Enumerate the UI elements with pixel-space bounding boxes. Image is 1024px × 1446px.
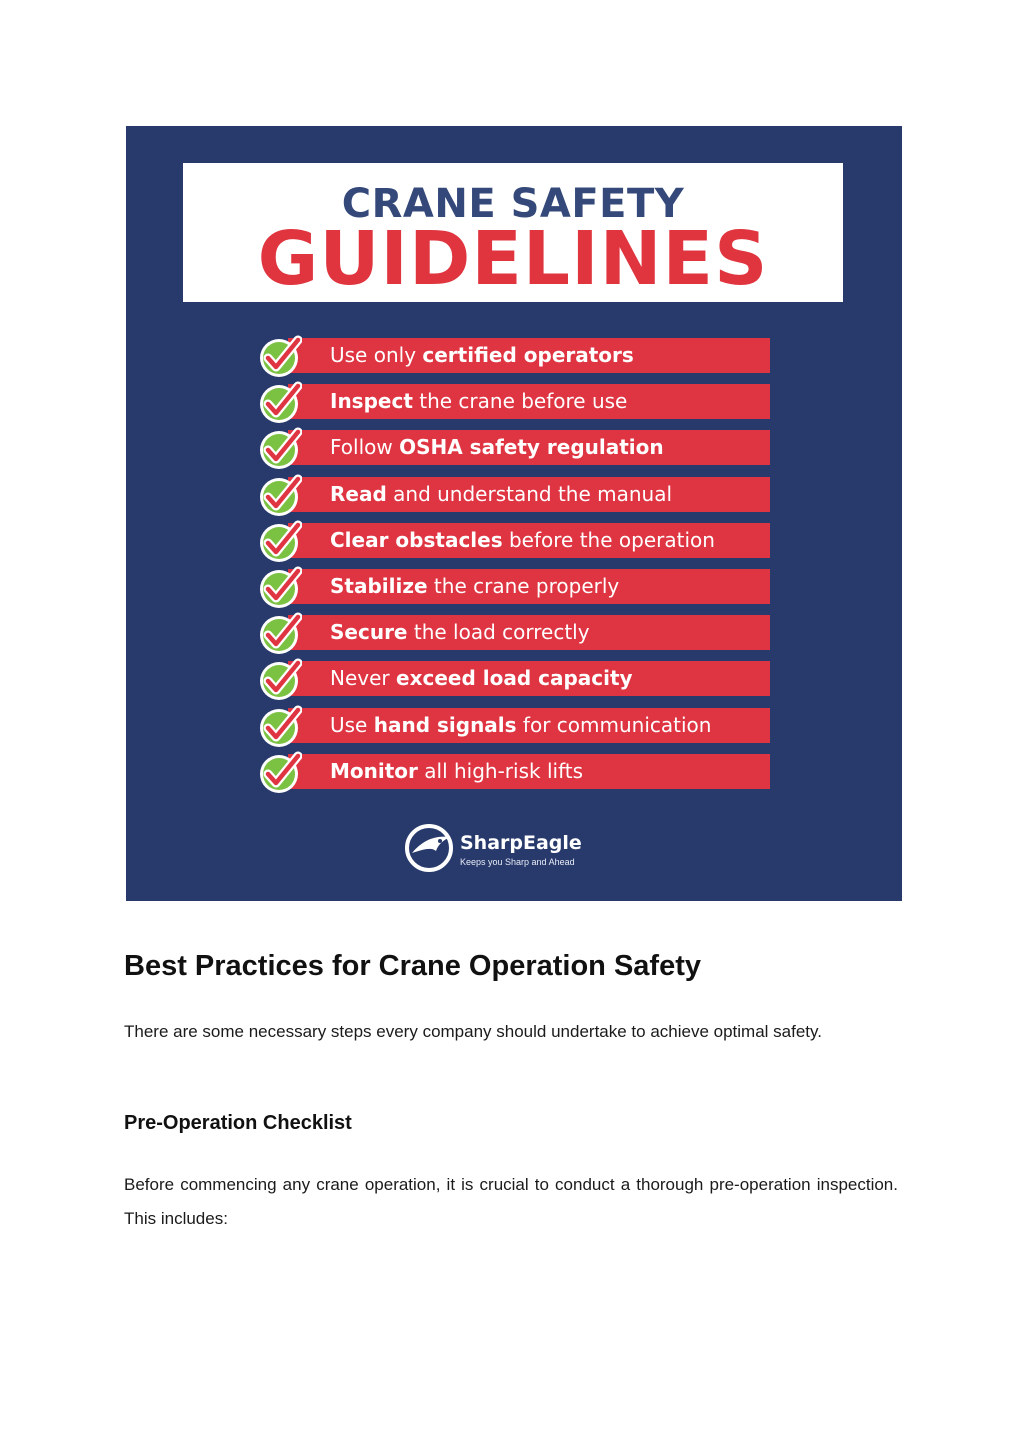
- guideline-text: Stabilize the crane properly: [288, 569, 770, 604]
- guideline-text: Use hand signals for communication: [288, 708, 770, 743]
- guideline-text: Clear obstacles before the operation: [288, 523, 770, 558]
- guideline-item: [258, 426, 778, 472]
- checkmark-icon: [258, 750, 302, 794]
- guideline-text: Never exceed load capacity: [288, 661, 770, 696]
- guideline-item: [258, 519, 778, 565]
- guideline-item: [258, 380, 778, 426]
- guideline-item: [258, 334, 778, 380]
- checkmark-icon: [258, 704, 302, 748]
- sharpeagle-logo: [404, 823, 584, 873]
- checkmark-icon: [258, 426, 302, 470]
- checkmark-icon: [258, 657, 302, 701]
- checklist-subheading: Pre-Operation Checklist: [124, 1112, 352, 1134]
- intro-paragraph: There are some necessary steps every company should undertake to achieve optimal safety.: [124, 1022, 822, 1041]
- checklist-paragraph: Before commencing any crane operation, it is crucial to conduct a thorough pre-operation inspection. This includes:: [124, 1175, 898, 1228]
- title-box: [183, 163, 843, 302]
- infographic-title-top: CRANE SAFETY: [341, 181, 685, 227]
- guideline-item: [258, 565, 778, 611]
- article-heading: Best Practices for Crane Operation Safety: [124, 950, 701, 982]
- checkmark-icon: [258, 473, 302, 517]
- crane-safety-infographic: [126, 126, 902, 901]
- guideline-item: [258, 750, 778, 796]
- guideline-item: [258, 704, 778, 750]
- guideline-text: Inspect the crane before use: [288, 384, 770, 419]
- checkmark-icon: [258, 519, 302, 563]
- guideline-text: Secure the load correctly: [288, 615, 770, 650]
- checkmark-icon: [258, 611, 302, 655]
- guideline-item: [258, 611, 778, 657]
- guideline-text: Read and understand the manual: [288, 477, 770, 512]
- checkmark-icon: [258, 565, 302, 609]
- logo-tagline: Keeps you Sharp and Ahead: [460, 857, 575, 867]
- guideline-text: Follow OSHA safety regulation: [288, 430, 770, 465]
- infographic-title-main: GUIDELINES: [257, 216, 769, 302]
- guideline-text: Monitor all high-risk lifts: [288, 754, 770, 789]
- logo-name: SharpEagle: [460, 832, 582, 854]
- guideline-item: [258, 657, 778, 703]
- checkmark-icon: [258, 334, 302, 378]
- guideline-text: Use only certified operators: [288, 338, 770, 373]
- checkmark-icon: [258, 380, 302, 424]
- eagle-logo-icon: [404, 823, 456, 873]
- guideline-item: [258, 473, 778, 519]
